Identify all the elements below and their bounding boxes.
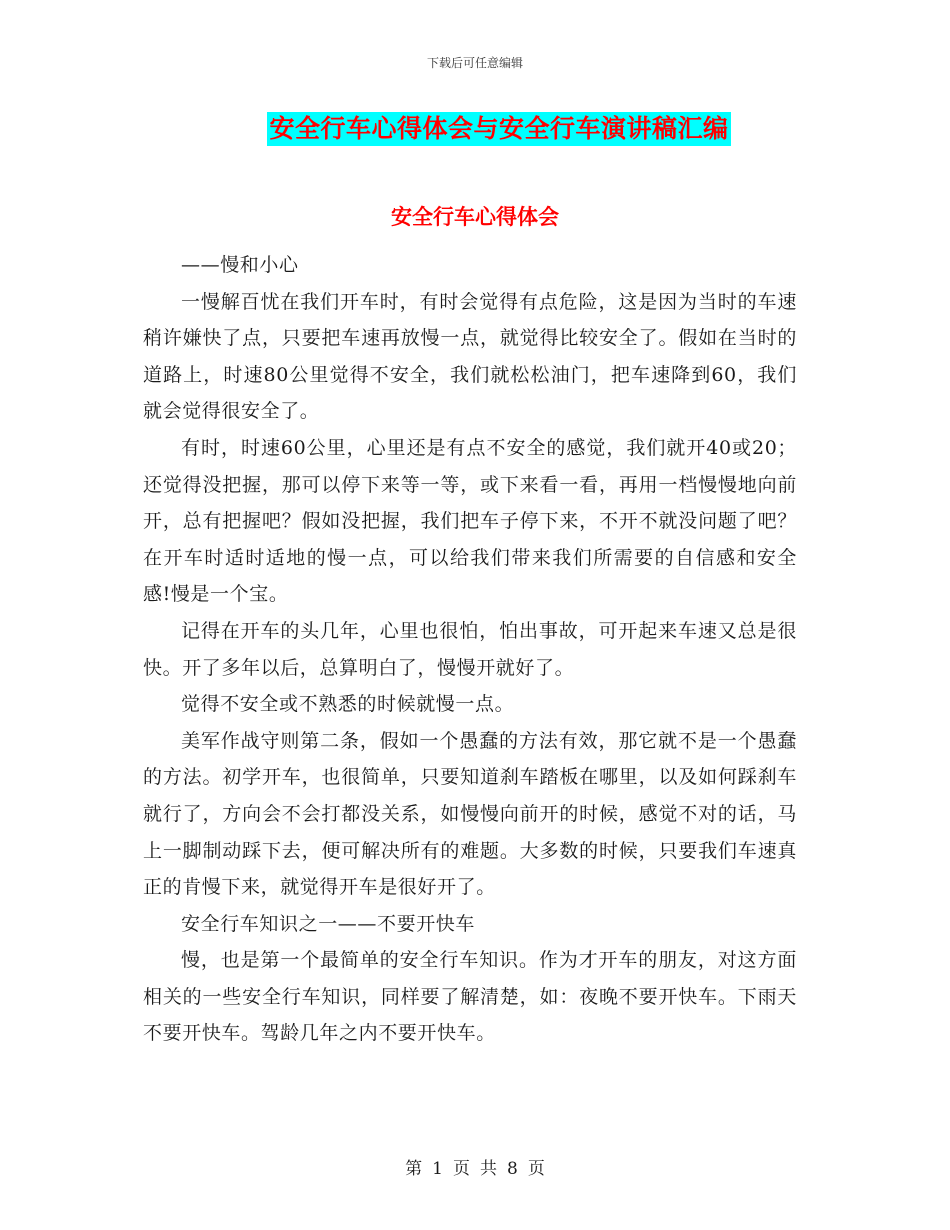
main-title: 安全行车心得体会与安全行车演讲稿汇编 [267, 112, 730, 146]
section-title: 安全行车心得体会 [391, 205, 559, 229]
main-title-container [0, 112, 950, 146]
footer-total-pages: 8 [507, 1159, 518, 1179]
header-note: 下载后可任意编辑 [426, 56, 523, 70]
paragraph: 有时，时速60公里，心里还是有点不安全的感觉，我们就开40或20；还觉得没把握，那可以停下来等一等，或下来看一看，再用一档慢慢地向前开，总有把握吧？假如没把握，我们把车子停下来，不开不就没问题了吧？在开车时适时适地的慢一点，可以给我们带来我们所需要的自信感和安全感!慢是一个宝。 [143, 436, 797, 606]
footer-total-label: 共 [480, 1159, 497, 1179]
paragraph: 记得在开车的头几年，心里也很怕，怕出事故，可开起来车速又总是很快。开了多年以后，总算明白了，慢慢开就好了。 [143, 619, 797, 679]
paragraph: 美军作战守则第二条，假如一个愚蠢的方法有效，那它就不是一个愚蠢的方法。初学开车，也很简单，只要知道刹车踏板在哪里，以及如何踩刹车就行了，方向会不会打都没关系，如慢慢向前开的时候，感觉不对的话，马上一脚制动踩下去，便可解决所有的难题。大多数的时候，只要我们车速真正的肯慢下来，就觉得开车是很好开了。 [143, 729, 797, 899]
paragraph: 慢，也是第一个最简单的安全行车知识。作为才开车的朋友，对这方面相关的一些安全行车知识，同样要了解清楚，如：夜晚不要开快车。下雨天不要开快车。驾龄几年之内不要开快车。 [143, 949, 797, 1045]
footer-page-number: 1 [432, 1159, 443, 1179]
footer-page-prefix: 第 [405, 1159, 423, 1179]
paragraph-subtitle: ——慢和小心 [181, 254, 299, 276]
document-body [143, 247, 797, 1052]
paragraph: 一慢解百忧在我们开车时，有时会觉得有点危险，这是因为当时的车速稍许嫌快了点，只要把车速再放慢一点，就觉得比较安全了。假如在当时的道路上，时速80公里觉得不安全，我们就松松油门，把车速降到60，我们就会觉得很安全了。 [143, 290, 797, 423]
page-footer [0, 1154, 950, 1179]
footer-page-mid: 页 [453, 1159, 470, 1179]
paragraph: 觉得不安全或不熟悉的时候就慢一点。 [181, 693, 515, 716]
footer-page-suffix: 页 [527, 1159, 545, 1179]
paragraph-heading: 安全行车知识之一——不要开快车 [181, 912, 476, 935]
